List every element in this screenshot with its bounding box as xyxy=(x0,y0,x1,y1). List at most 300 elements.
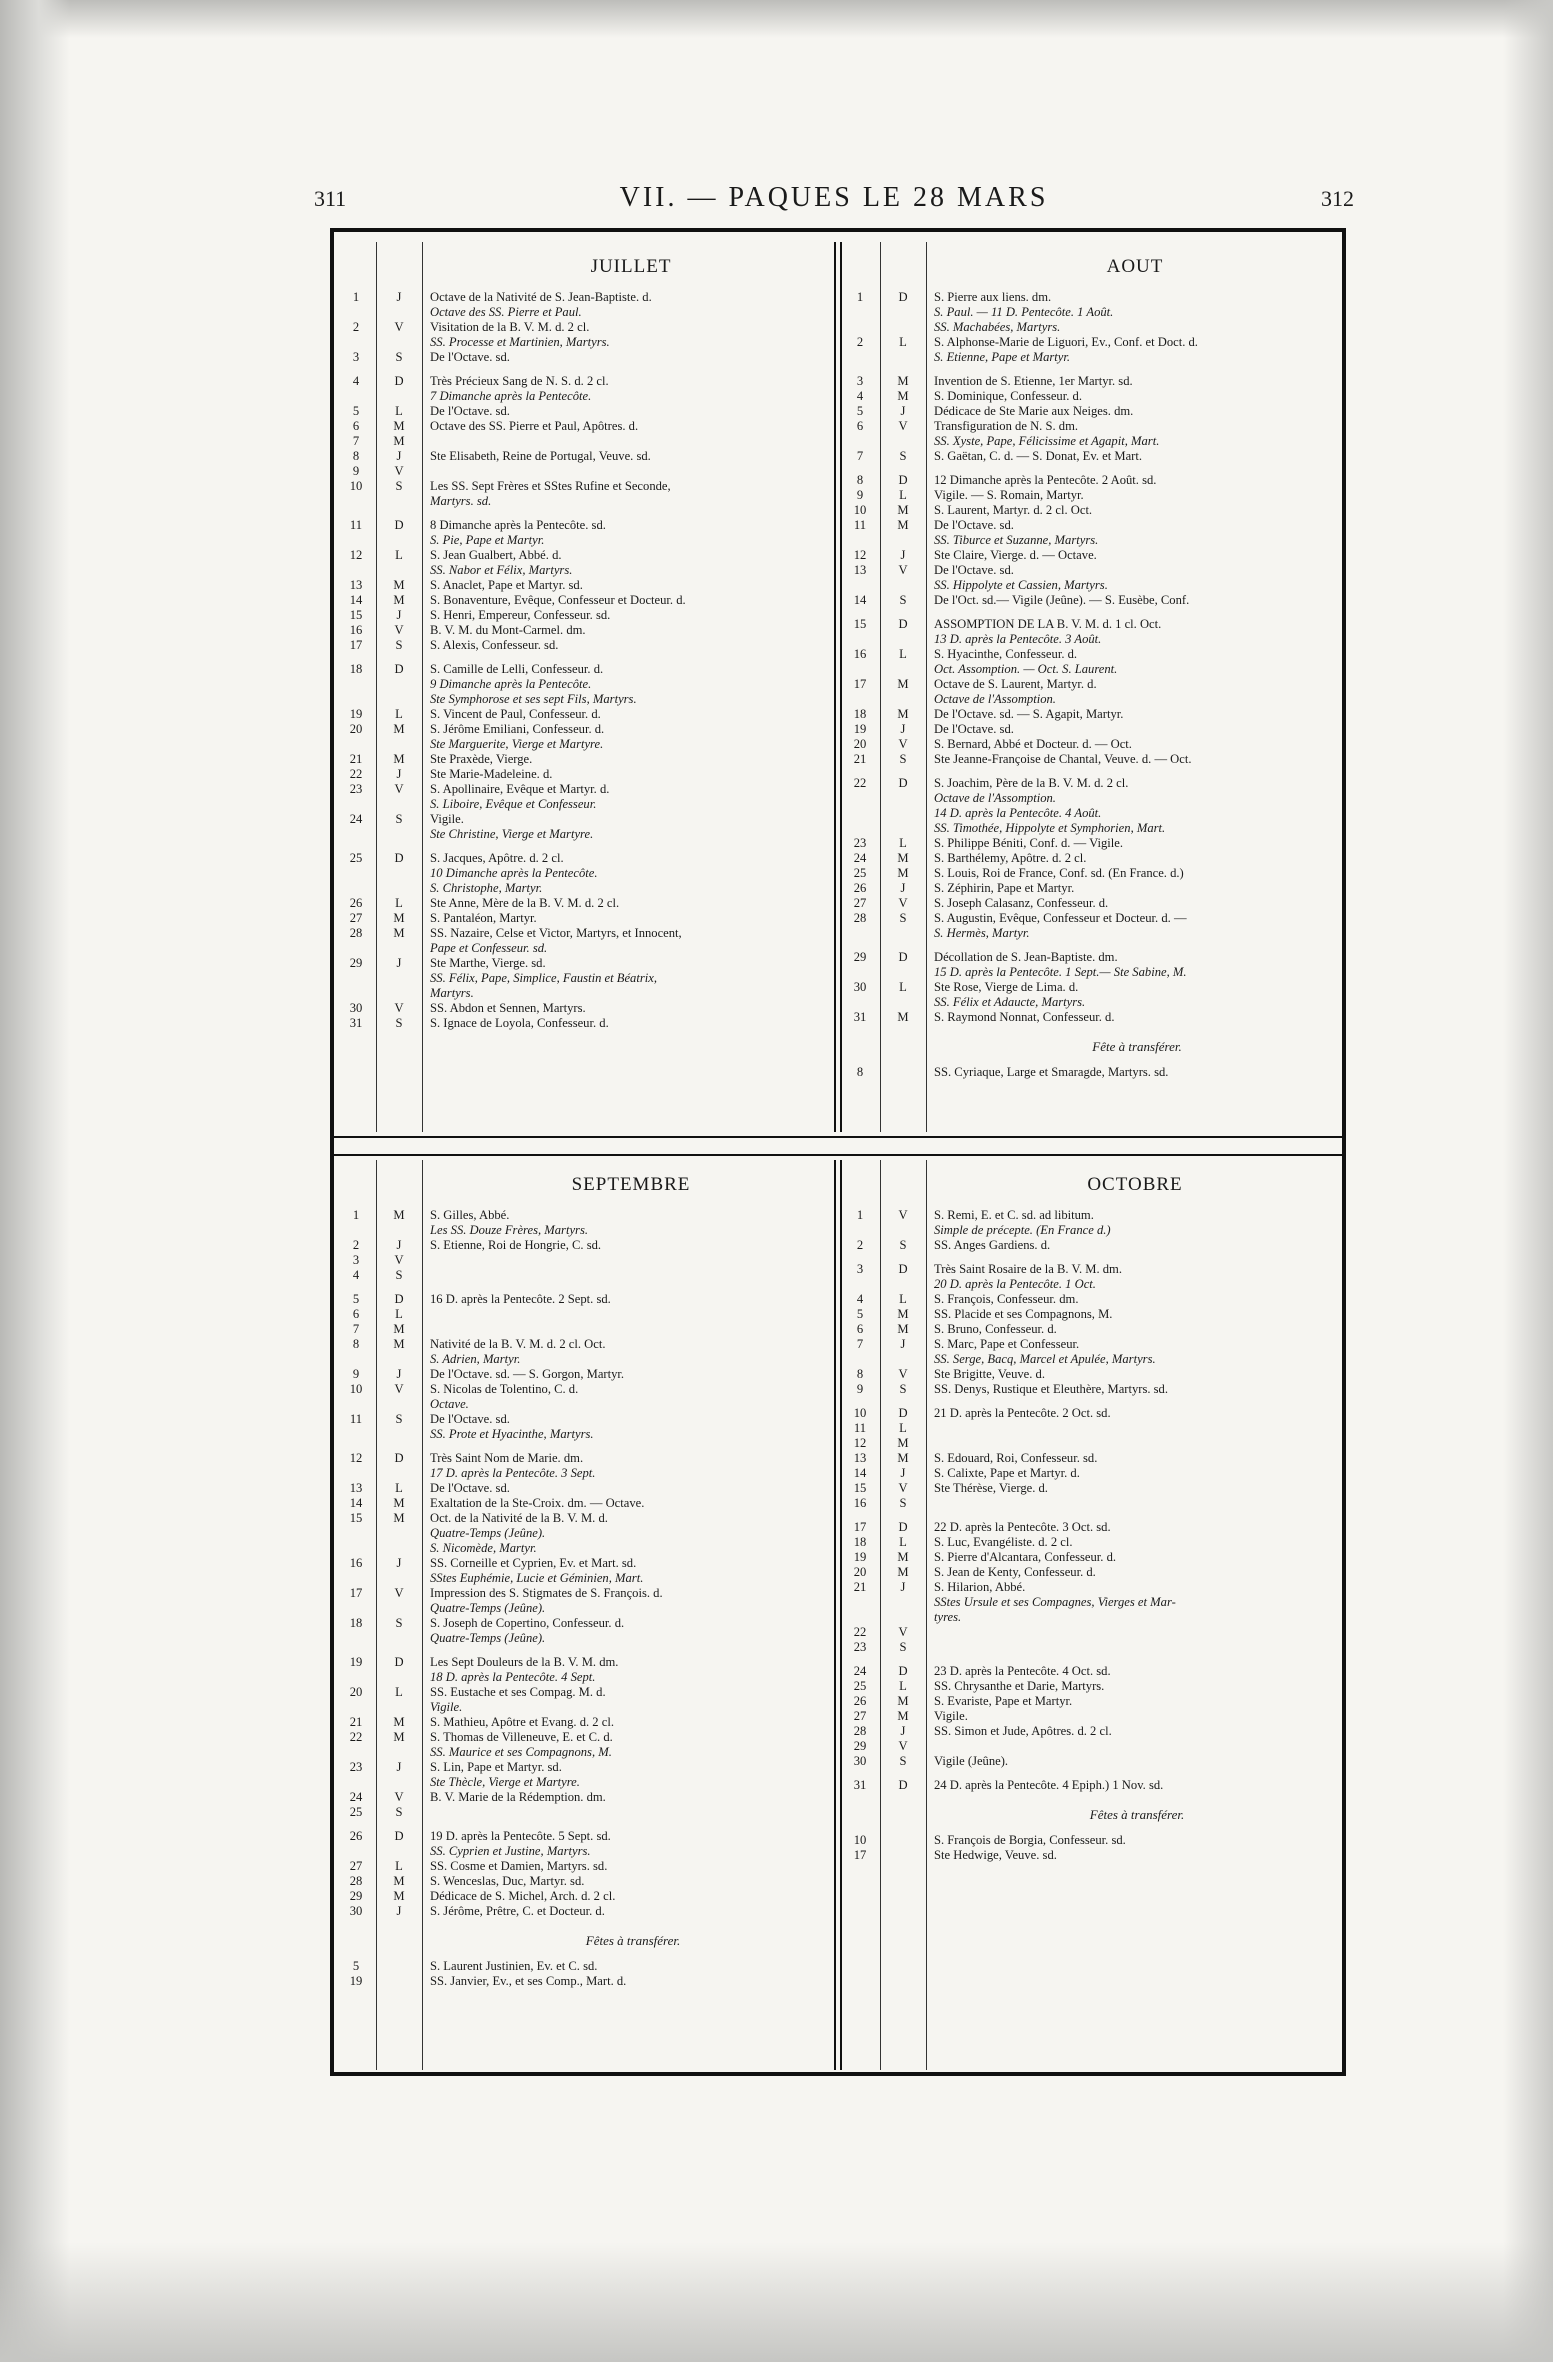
weekday-letter: V xyxy=(898,737,908,751)
transfer-day-number: 19 xyxy=(349,1974,363,1988)
entry-line: Ste Anne, Mère de la B. V. M. d. 2 cl. xyxy=(430,896,620,910)
day-entry xyxy=(430,404,830,419)
entry-line: SS. Chrysanthe et Darie, Martyrs. xyxy=(934,1679,1105,1693)
day-number: 9 xyxy=(856,1382,864,1396)
day-entry xyxy=(430,1889,830,1904)
day-number: 24 xyxy=(349,1790,363,1804)
day-entry xyxy=(934,1535,1334,1550)
day-entry xyxy=(430,464,830,479)
entry-line: S. Christophe, Martyr. xyxy=(430,881,543,895)
weekday-letter: M xyxy=(897,503,909,517)
day-entry xyxy=(430,350,830,365)
day-entry xyxy=(934,449,1334,464)
weekday-letter: D xyxy=(898,473,908,487)
day-entry xyxy=(430,290,830,320)
entry-line: S. Mathieu, Apôtre et Evang. d. 2 cl. xyxy=(430,1715,614,1729)
entry-line xyxy=(934,1496,1334,1511)
day-number: 13 xyxy=(349,578,363,592)
day-row xyxy=(336,1382,836,1412)
entry-line: ASSOMPTION DE LA B. V. M. d. 1 cl. Oct. xyxy=(934,617,1162,631)
day-number: 31 xyxy=(853,1778,867,1792)
weekday-letter: D xyxy=(898,1520,908,1534)
entry-line xyxy=(934,1739,1334,1754)
day-row xyxy=(336,1829,836,1859)
day-entry xyxy=(934,1640,1334,1655)
day-row xyxy=(336,320,836,350)
day-entry xyxy=(934,503,1334,518)
month-block-aout xyxy=(840,242,1340,1132)
entry-line: Vigile. — S. Romain, Martyr. xyxy=(934,488,1084,502)
day-row xyxy=(336,1268,836,1283)
day-number: 6 xyxy=(352,1307,360,1321)
weekday-letter: M xyxy=(393,419,405,433)
entry-line: S. Barthélemy, Apôtre. d. 2 cl. xyxy=(934,851,1087,865)
day-number: 11 xyxy=(349,518,363,532)
entry-line: De l'Octave. sd. xyxy=(430,1481,510,1495)
day-row xyxy=(840,1406,1340,1421)
weekday-letter: L xyxy=(395,1481,403,1495)
entry-line xyxy=(430,1307,830,1322)
day-row xyxy=(336,1715,836,1730)
day-entry xyxy=(934,752,1334,767)
day-number: 5 xyxy=(856,404,864,418)
weekday-letter: L xyxy=(395,404,403,418)
entry-line: Ste Rose, Vierge de Lima. d. xyxy=(934,980,1079,994)
day-row xyxy=(840,1724,1340,1739)
weekday-letter: V xyxy=(394,1253,404,1267)
day-entry xyxy=(934,1451,1334,1466)
day-entry xyxy=(934,1262,1334,1292)
transfer-day-number: 5 xyxy=(352,1959,360,1973)
entry-line: SS. Abdon et Sennen, Martyrs. xyxy=(430,1001,586,1015)
day-number: 17 xyxy=(853,1520,867,1534)
entry-line: Nativité de la B. V. M. d. 2 cl. Oct. xyxy=(430,1337,606,1351)
day-entry xyxy=(430,1829,830,1859)
day-entry xyxy=(430,320,830,350)
entry-line: S. Joseph Calasanz, Confesseur. d. xyxy=(934,896,1109,910)
weekday-letter: V xyxy=(898,1481,908,1495)
entry-line: 13 D. après la Pentecôte. 3 Août. xyxy=(934,632,1102,646)
day-row xyxy=(840,881,1340,896)
entry-line: SS. Cosme et Damien, Martyrs. sd. xyxy=(430,1859,608,1873)
day-row xyxy=(840,851,1340,866)
weekday-letter: M xyxy=(393,926,405,940)
entry-line xyxy=(934,1421,1334,1436)
entry-line: S. Henri, Empereur, Confesseur. sd. xyxy=(430,608,611,622)
weekday-letter: L xyxy=(899,488,907,502)
day-number: 23 xyxy=(853,836,867,850)
day-entry xyxy=(934,1754,1334,1769)
fetes-transferer-label: Fêtes à transférer. xyxy=(1089,1807,1185,1822)
day-number: 23 xyxy=(853,1640,867,1654)
weekday-letter: V xyxy=(394,623,404,637)
weekday-letter: V xyxy=(394,1382,404,1396)
day-number: 20 xyxy=(349,1685,363,1699)
entry-line: S. Bruno, Confesseur. d. xyxy=(934,1322,1057,1336)
weekday-letter: J xyxy=(396,1904,402,1918)
day-row xyxy=(840,335,1340,365)
day-number: 18 xyxy=(853,1535,867,1549)
day-number: 31 xyxy=(853,1010,867,1024)
day-row xyxy=(840,1679,1340,1694)
day-entry xyxy=(934,1520,1334,1535)
entry-line: S. Ignace de Loyola, Confesseur. d. xyxy=(430,1016,609,1030)
transfer-row xyxy=(336,1959,836,1974)
entry-line: Quatre-Temps (Jeûne). xyxy=(430,1631,546,1645)
day-number: 19 xyxy=(349,1655,363,1669)
entry-line: Ste Praxède, Vierge. xyxy=(430,752,533,766)
entry-line: Ste Marthe, Vierge. sd. xyxy=(430,956,546,970)
day-number: 22 xyxy=(853,776,867,790)
day-number: 28 xyxy=(349,1874,363,1888)
weekday-letter: D xyxy=(394,1292,404,1306)
weekday-letter: M xyxy=(897,1010,909,1024)
septembre-rows xyxy=(336,1208,836,1989)
day-number: 6 xyxy=(856,1322,864,1336)
day-number: 3 xyxy=(352,1253,360,1267)
day-entry xyxy=(934,548,1334,563)
day-number: 9 xyxy=(352,1367,360,1381)
entry-line: S. Calixte, Pape et Martyr. d. xyxy=(934,1466,1080,1480)
day-entry xyxy=(430,1016,830,1031)
day-entry xyxy=(934,896,1334,911)
day-row xyxy=(336,1874,836,1889)
day-entry xyxy=(934,404,1334,419)
entry-line: Les SS. Sept Frères et SStes Rufine et Seconde, xyxy=(430,479,671,493)
day-entry xyxy=(934,374,1334,389)
day-entry xyxy=(430,926,830,956)
weekday-letter: L xyxy=(899,836,907,850)
transfer-row xyxy=(840,1065,1340,1080)
day-number: 30 xyxy=(853,980,867,994)
day-entry xyxy=(430,1322,830,1337)
weekday-letter: V xyxy=(394,1790,404,1804)
transfer-row xyxy=(336,1974,836,1989)
day-row xyxy=(336,812,836,842)
weekday-letter: S xyxy=(395,350,403,364)
entry-line: S. Pierre d'Alcantara, Confesseur. d. xyxy=(934,1550,1117,1564)
day-number: 23 xyxy=(349,1760,363,1774)
day-row xyxy=(840,518,1340,548)
day-number: 6 xyxy=(352,419,360,433)
entry-line: 19 D. après la Pentecôte. 5 Sept. sd. xyxy=(430,1829,611,1843)
transfer-entry xyxy=(934,1065,1334,1080)
day-row xyxy=(336,1805,836,1820)
entry-line: SS. Eustache et ses Compag. M. d. xyxy=(430,1685,606,1699)
day-number: 4 xyxy=(352,374,360,388)
entry-line: S. Zéphirin, Pape et Martyr. xyxy=(934,881,1075,895)
day-number: 16 xyxy=(853,647,867,661)
day-entry xyxy=(430,1859,830,1874)
entry-line: De l'Oct. sd.— Vigile (Jeûne). — S. Eusèbe, Conf. xyxy=(934,593,1190,607)
entry-line: Transfiguration de N. S. dm. xyxy=(934,419,1079,433)
day-number: 15 xyxy=(853,617,867,631)
day-entry xyxy=(430,548,830,578)
transfer-row xyxy=(840,1848,1340,1863)
day-entry xyxy=(430,593,830,608)
weekday-letter: V xyxy=(898,1739,908,1753)
day-row xyxy=(840,1625,1340,1640)
day-row xyxy=(336,1367,836,1382)
fetes-transferer-label: Fêtes à transférer. xyxy=(585,1933,681,1948)
day-row xyxy=(840,488,1340,503)
entry-line: S. Pantaléon, Martyr. xyxy=(430,911,537,925)
weekday-letter: L xyxy=(899,980,907,994)
entry-line: Les Sept Douleurs de la B. V. M. dm. xyxy=(430,1655,619,1669)
day-entry xyxy=(430,1616,830,1646)
day-number: 25 xyxy=(853,1679,867,1693)
month-title-octobre: OCTOBRE xyxy=(1087,1174,1183,1195)
day-row xyxy=(840,737,1340,752)
day-row xyxy=(336,1337,836,1367)
day-entry xyxy=(430,1874,830,1889)
day-row xyxy=(840,473,1340,488)
entry-line: Pape et Confesseur. sd. xyxy=(430,941,548,955)
entry-line: S. Remi, E. et C. sd. ad libitum. xyxy=(934,1208,1094,1222)
entry-line: S. Evariste, Pape et Martyr. xyxy=(934,1694,1073,1708)
entry-line: Vigile. xyxy=(430,812,464,826)
entry-line: S. Joachim, Père de la B. V. M. d. 2 cl. xyxy=(934,776,1129,790)
entry-line: Oct. Assomption. — Oct. S. Laurent. xyxy=(934,662,1118,676)
day-number: 20 xyxy=(349,722,363,736)
day-row xyxy=(336,623,836,638)
weekday-letter: S xyxy=(899,449,907,463)
calendar-bottom-half xyxy=(336,1160,1340,2070)
day-row xyxy=(840,980,1340,1010)
entry-line: SStes Euphémie, Lucie et Géminien, Mart. xyxy=(430,1571,644,1585)
day-number: 13 xyxy=(349,1481,363,1495)
day-entry xyxy=(430,1208,830,1238)
entry-line: SS. Janvier, Ev., et ses Comp., Mart. d. xyxy=(430,1974,627,1988)
day-row xyxy=(336,404,836,419)
day-entry xyxy=(430,1805,830,1820)
entry-line: Les SS. Douze Frères, Martyrs. xyxy=(430,1223,588,1237)
month-title-septembre: SEPTEMBRE xyxy=(571,1174,691,1195)
entry-line: Quatre-Temps (Jeûne). xyxy=(430,1601,546,1615)
day-number: 22 xyxy=(349,767,363,781)
entry-line: 24 D. après la Pentecôte. 4 Epiph.) 1 Nov. sd. xyxy=(934,1778,1164,1792)
weekday-letter: J xyxy=(900,404,906,418)
day-number: 25 xyxy=(349,851,363,865)
weekday-letter: L xyxy=(899,1421,907,1435)
entry-line: SS. Cyprien et Justine, Martyrs. xyxy=(430,1844,591,1858)
weekday-letter: M xyxy=(897,851,909,865)
weekday-letter: D xyxy=(898,776,908,790)
weekday-letter: D xyxy=(394,662,404,676)
entry-line: De l'Octave. sd. xyxy=(430,350,510,364)
day-number: 16 xyxy=(349,1556,363,1570)
entry-line: De l'Octave. sd. — S. Gorgon, Martyr. xyxy=(430,1367,625,1381)
entry-line: S. Marc, Pape et Confesseur. xyxy=(934,1337,1080,1351)
octobre-rows xyxy=(840,1208,1340,1863)
day-entry xyxy=(934,866,1334,881)
day-entry xyxy=(934,473,1334,488)
day-entry xyxy=(430,1586,830,1616)
day-row xyxy=(840,1640,1340,1655)
day-number: 14 xyxy=(853,593,867,607)
weekday-letter: M xyxy=(393,434,405,448)
entry-line: S. François de Borgia, Confesseur. sd. xyxy=(934,1833,1126,1847)
day-entry xyxy=(934,1367,1334,1382)
day-entry xyxy=(430,608,830,623)
transfer-entry xyxy=(934,1848,1334,1863)
day-entry xyxy=(430,911,830,926)
entry-line: 22 D. après la Pentecôte. 3 Oct. sd. xyxy=(934,1520,1111,1534)
day-entry xyxy=(934,617,1334,647)
day-number: 12 xyxy=(349,548,363,562)
day-entry xyxy=(934,335,1334,365)
day-entry xyxy=(430,1511,830,1556)
day-number: 1 xyxy=(856,290,864,304)
weekday-letter: S xyxy=(395,479,403,493)
weekday-letter: M xyxy=(897,1550,909,1564)
day-number: 5 xyxy=(352,404,360,418)
weekday-letter: V xyxy=(394,782,404,796)
weekday-letter: V xyxy=(394,464,404,478)
entry-line: De l'Octave. sd. xyxy=(430,404,510,418)
weekday-letter: J xyxy=(900,722,906,736)
weekday-letter: V xyxy=(898,1367,908,1381)
day-number: 1 xyxy=(352,290,360,304)
day-row xyxy=(336,1292,836,1307)
day-entry xyxy=(934,776,1334,836)
day-number: 16 xyxy=(853,1496,867,1510)
weekday-letter: M xyxy=(393,1715,405,1729)
entry-line: S. Apollinaire, Evêque et Martyr. d. xyxy=(430,782,610,796)
day-number: 28 xyxy=(853,1724,867,1738)
entry-line: SS. Nabor et Félix, Martyrs. xyxy=(430,563,573,577)
day-number: 27 xyxy=(349,911,363,925)
entry-line: S. Raymond Nonnat, Confesseur. d. xyxy=(934,1010,1115,1024)
day-number: 3 xyxy=(856,1262,864,1276)
entry-line: S. Etienne, Roi de Hongrie, C. sd. xyxy=(430,1238,602,1252)
day-number: 20 xyxy=(853,737,867,751)
entry-line: Ste Claire, Vierge. d. — Octave. xyxy=(934,548,1097,562)
entry-line: SS. Corneille et Cyprien, Ev. et Mart. sd. xyxy=(430,1556,637,1570)
weekday-letter: M xyxy=(393,722,405,736)
entry-line: S. Pie, Pape et Martyr. xyxy=(430,533,545,547)
weekday-letter: M xyxy=(393,1208,405,1222)
day-entry xyxy=(934,290,1334,335)
entry-line: S. Thomas de Villeneuve, E. et C. d. xyxy=(430,1730,613,1744)
entry-line: SS. Processe et Martinien, Martyrs. xyxy=(430,335,610,349)
day-number: 1 xyxy=(856,1208,864,1222)
entry-line: 14 D. après la Pentecôte. 4 Août. xyxy=(934,806,1102,820)
weekday-letter: S xyxy=(899,1640,907,1654)
day-entry xyxy=(934,488,1334,503)
day-number: 21 xyxy=(349,752,363,766)
entry-line xyxy=(934,1436,1334,1451)
entry-line: 23 D. après la Pentecôte. 4 Oct. sd. xyxy=(934,1664,1111,1678)
weekday-letter: D xyxy=(898,1406,908,1420)
entry-line: Ste Marguerite, Vierge et Martyre. xyxy=(430,737,604,751)
day-number: 28 xyxy=(853,911,867,925)
page-number-right: 312 xyxy=(1321,186,1354,211)
entry-line: Ste Brigitte, Veuve. d. xyxy=(934,1367,1046,1381)
day-entry xyxy=(430,896,830,911)
day-row xyxy=(336,956,836,1001)
weekday-letter: L xyxy=(395,1859,403,1873)
day-number: 20 xyxy=(853,1565,867,1579)
day-number: 26 xyxy=(349,896,363,910)
day-number: 22 xyxy=(853,1625,867,1639)
weekday-letter: V xyxy=(898,419,908,433)
entry-line: De l'Octave. sd. — S. Agapit, Martyr. xyxy=(934,707,1124,721)
day-row xyxy=(336,1790,836,1805)
day-row xyxy=(840,1694,1340,1709)
day-row xyxy=(840,707,1340,722)
entry-line: Visitation de la B. V. M. d. 2 cl. xyxy=(430,320,590,334)
day-number: 15 xyxy=(853,1481,867,1495)
entry-line: De l'Octave. sd. xyxy=(430,1412,510,1426)
day-row xyxy=(336,896,836,911)
day-number: 10 xyxy=(853,503,867,517)
weekday-letter: M xyxy=(897,1451,909,1465)
entry-line: Ste Christine, Vierge et Martyre. xyxy=(430,827,594,841)
entry-line: S. Hilarion, Abbé. xyxy=(934,1580,1026,1594)
day-row xyxy=(840,677,1340,707)
weekday-letter: M xyxy=(393,1496,405,1510)
day-entry xyxy=(430,752,830,767)
entry-line xyxy=(934,1625,1334,1640)
weekday-letter: V xyxy=(898,896,908,910)
entry-line: Quatre-Temps (Jeûne). xyxy=(430,1526,546,1540)
day-entry xyxy=(430,1715,830,1730)
day-entry xyxy=(430,1001,830,1016)
weekday-letter: J xyxy=(396,608,402,622)
entry-line xyxy=(430,464,830,479)
weekday-letter: L xyxy=(395,1307,403,1321)
entry-line: Ste Thècle, Vierge et Martyre. xyxy=(430,1775,580,1789)
entry-line: S. François, Confesseur. dm. xyxy=(934,1292,1079,1306)
weekday-letter: V xyxy=(898,1208,908,1222)
day-row xyxy=(840,617,1340,647)
day-row xyxy=(336,707,836,722)
weekday-letter: V xyxy=(898,1625,908,1639)
day-row xyxy=(336,1496,836,1511)
day-row xyxy=(336,911,836,926)
day-number: 22 xyxy=(349,1730,363,1744)
scan-edge-right xyxy=(1503,0,1553,2362)
day-row xyxy=(840,548,1340,563)
day-number: 9 xyxy=(352,464,360,478)
entry-line: S. Dominique, Confesseur. d. xyxy=(934,389,1082,403)
entry-line: SS. Cyriaque, Large et Smaragde, Martyrs. sd. xyxy=(934,1065,1169,1079)
day-number: 14 xyxy=(349,593,363,607)
day-number: 27 xyxy=(853,896,867,910)
day-row xyxy=(336,1655,836,1685)
entry-line xyxy=(430,1322,830,1337)
weekday-letter: M xyxy=(393,1511,405,1525)
weekday-letter: J xyxy=(396,449,402,463)
day-row xyxy=(336,593,836,608)
day-entry xyxy=(934,1436,1334,1451)
day-entry xyxy=(430,419,830,434)
day-entry xyxy=(934,1625,1334,1640)
entry-line: S. Bernard, Abbé et Docteur. d. — Oct. xyxy=(934,737,1132,751)
month-title-juillet: JUILLET xyxy=(590,256,672,277)
entry-line: S. Philippe Béniti, Conf. d. — Vigile. xyxy=(934,836,1123,850)
day-entry xyxy=(934,1421,1334,1436)
weekday-letter: L xyxy=(395,1685,403,1699)
entry-line: Ste Jeanne-Françoise de Chantal, Veuve. d. — Oct. xyxy=(934,752,1192,766)
day-entry xyxy=(430,1292,830,1307)
day-entry xyxy=(934,647,1334,677)
day-entry xyxy=(934,1307,1334,1322)
day-row xyxy=(336,1586,836,1616)
entry-line: Octave de l'Assomption. xyxy=(934,791,1056,805)
day-row xyxy=(336,1307,836,1322)
